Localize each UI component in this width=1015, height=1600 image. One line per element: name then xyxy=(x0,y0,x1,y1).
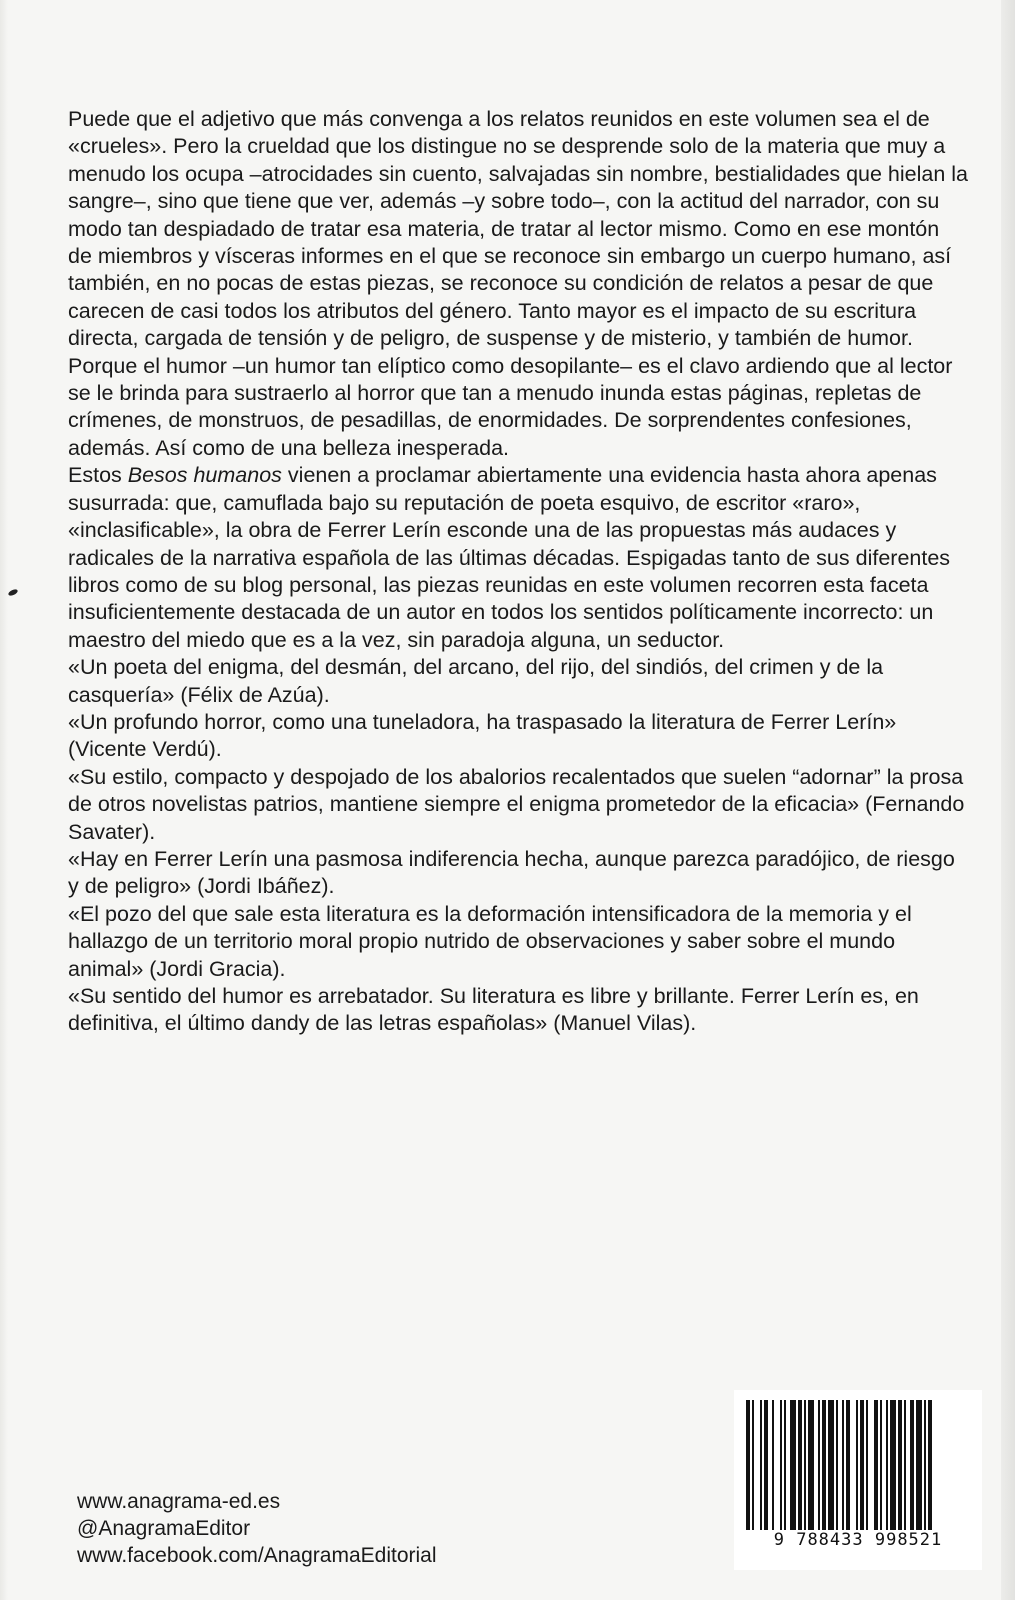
ink-mark xyxy=(7,588,18,597)
back-cover-blurb xyxy=(68,106,968,1038)
page-edge-left xyxy=(0,0,8,1600)
quote-ibanez: «Hay en Ferrer Lerín una pasmosa indiferencia hecha, aunque parezca paradójico, de riesgo y de peligro» (Jordi Ibáñez). xyxy=(68,846,955,899)
blurb-paragraph-2 xyxy=(68,462,968,654)
blurb-p2-start: Estos xyxy=(68,463,128,488)
quote-vilas: «Su sentido del humor es arrebatador. Su literatura es libre y brillante. Ferrer Lerín es, en definitiva, el último dandy de las letras españolas» (Manuel Vilas). xyxy=(68,984,919,1036)
publisher-info xyxy=(77,1488,437,1569)
quote-gracia: «El pozo del que sale esta literatura es la deformación intensificadora de la memoria y el hallazgo de un territorio moral propio nutrido de observaciones y saber sobre el mundo animal» (Jordi Gracia). xyxy=(68,901,912,981)
publisher-facebook: www.facebook.com/AnagramaEditorial xyxy=(77,1544,437,1567)
quote-azua: «Un poeta del enigma, del desmán, del arcano, del rijo, del sindiós, del crimen y de la casquería» (Félix de Azúa). xyxy=(68,655,884,707)
publisher-website: www.anagrama-ed.es xyxy=(77,1490,281,1513)
publisher-twitter: @AnagramaEditor xyxy=(77,1517,251,1540)
barcode-number: 9 788433 998521 xyxy=(773,1530,943,1550)
blurb-paragraph-1: Puede que el adjetivo que más convenga a los relatos reunidos en este volumen sea el de «crueles». Pero la crueldad que los distingue no se desprende solo de la materia que muy a menudo los ocupa –atrocidades sin cuento, salvajadas sin nombre, bestialidades que hielan la sangre–, sino que tiene que ver, además –y sobre todo–, con la actitud del narrador, con su modo tan despiadado de tratar esa materia, de tratar al lector mismo. Como en ese montón de miembros y vísceras informes en el que se reconoce sin embargo un cuerpo humano, así también, en no pocas de estas piezas, se reconoce su condición de relatos a pesar de que carecen de casi todos los atributos del género. Tanto mayor es el impacto de su escritura directa, cargada de tensión y de peligro, de suspense y de misterio, y también de humor. Porque el humor –un humor tan elíptico como desopilante– es el clavo ardiendo que al lector se le brinda para sustraerlo al horror que tan a menudo inunda estas páginas, repletas de crímenes, de monstruos, de pesadillas, de enormidades. De sorprendentes confesiones, además. Así como de una belleza inesperada. xyxy=(68,107,968,460)
barcode-bars-icon xyxy=(746,1400,974,1530)
book-title: Besos humanos xyxy=(127,463,282,488)
page-edge-right xyxy=(1001,0,1015,1600)
blurb-p2-rest: vienen a proclamar abiertamente una evidencia hasta ahora apenas susurrada: que, camuflada bajo su reputación de poeta esquivo, de escritor «raro», «inclasificable», la obra de Ferrer Lerín esconde una de las propuestas más audaces y radicales de la narrativa española de las últimas décadas. Espigadas tanto de sus diferentes libros como de su blog personal, las piezas reunidas en este volumen recorren esta faceta insuficientemente destacada de un autor en todos los sentidos políticamente incorrecto: un maestro del miedo que es a la vez, sin paradoja alguna, un seductor. xyxy=(68,463,951,652)
quote-verdu: «Un profundo horror, como una tuneladora, ha traspasado la literatura de Ferrer Lerín» (Vicente Verdú). xyxy=(68,709,897,762)
quote-savater: «Su estilo, compacto y despojado de los abalorios recalentados que suelen “adornar” la prosa de otros novelistas patrios, mantiene siempre el enigma prometedor de la eficacia» (Fernando Savater). xyxy=(68,764,965,844)
isbn-barcode xyxy=(734,1390,982,1570)
